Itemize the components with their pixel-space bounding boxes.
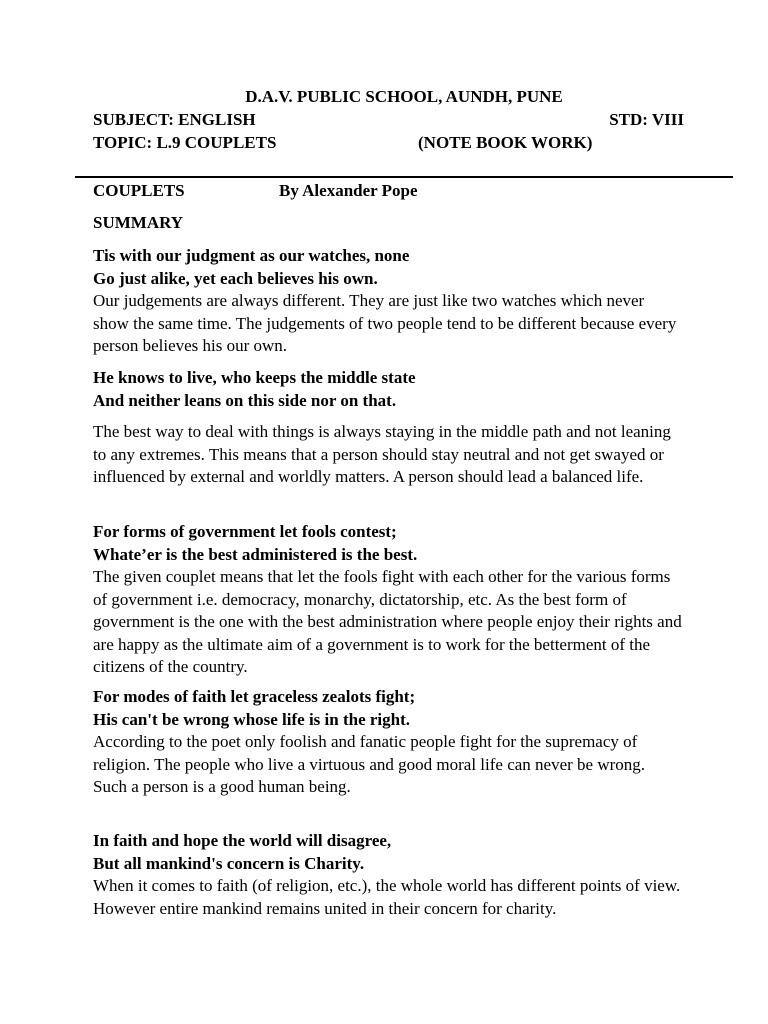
- spacer: [93, 412, 683, 421]
- header-divider: [75, 176, 733, 178]
- couplet-line: In faith and hope the world will disagree,: [93, 831, 392, 850]
- couplet-line: And neither leans on this side nor on that.: [93, 390, 397, 410]
- couplet-explanation: The best way to deal with things is always staying in the middle path and not leaning to any extremes. This means that a person should stay neutral and not get swayed or influenced by external and worldly matters. A person should lead a balanced life.: [93, 422, 671, 486]
- couplet-line: Whate’er is the best administered is the best.: [93, 544, 418, 564]
- topic-row: [93, 133, 684, 153]
- subject-label: SUBJECT: ENGLISH: [93, 110, 256, 129]
- couplet-line: He knows to live, who keeps the middle state: [93, 368, 416, 387]
- std-label: STD: VIII: [609, 110, 684, 129]
- couplet-explanation: Our judgements are always different. They are just like two watches which never show the same time. The judgements of two people tend to be different because every person believes his our own.: [93, 291, 677, 355]
- school-name: D.A.V. PUBLIC SCHOOL, AUNDH, PUNE: [245, 87, 563, 106]
- couplet-line: Go just alike, yet each believes his own.: [93, 268, 378, 288]
- couplet-line: For forms of government let fools contest;: [93, 522, 397, 541]
- couplet-line: Tis with our judgment as our watches, none: [93, 246, 410, 265]
- couplet-explanation: The given couplet means that let the fools fight with each other for the various forms of government i.e. democracy, monarchy, dictatorship, etc. As the best form of government is the one with the best administration where people enjoy their rights and are happy as the ultimate aim of a government is to work for the betterment of the citizens of the country.: [93, 567, 682, 676]
- couplet-block-1: [93, 245, 683, 358]
- couplet-block-5: [93, 830, 683, 920]
- couplet-line: For modes of faith let graceless zealots fight;: [93, 687, 416, 706]
- couplet-line: His can't be wrong whose life is in the right.: [93, 709, 411, 729]
- couplet-explanation: When it comes to faith (of religion, etc.), the whole world has different points of view. However entire mankind remains united in their concern for charity.: [93, 876, 681, 918]
- couplets-heading: COUPLETS: [93, 181, 185, 200]
- couplet-block-3: [93, 521, 683, 679]
- summary-heading: SUMMARY: [93, 213, 184, 232]
- couplet-block-4: [93, 686, 683, 799]
- couplet-line: But all mankind's concern is Charity.: [93, 853, 365, 873]
- topic-label: TOPIC: L.9 COUPLETS: [93, 133, 277, 152]
- subject-row: [93, 110, 684, 130]
- couplet-explanation: According to the poet only foolish and fanatic people fight for the supremacy of religion. The people who live a virtuous and good moral life can never be wrong. Such a person is a good human being.: [93, 732, 646, 796]
- notebook-note: (NOTE BOOK WORK): [418, 133, 593, 152]
- author-line: By Alexander Pope: [279, 181, 418, 200]
- couplet-block-2: [93, 367, 683, 489]
